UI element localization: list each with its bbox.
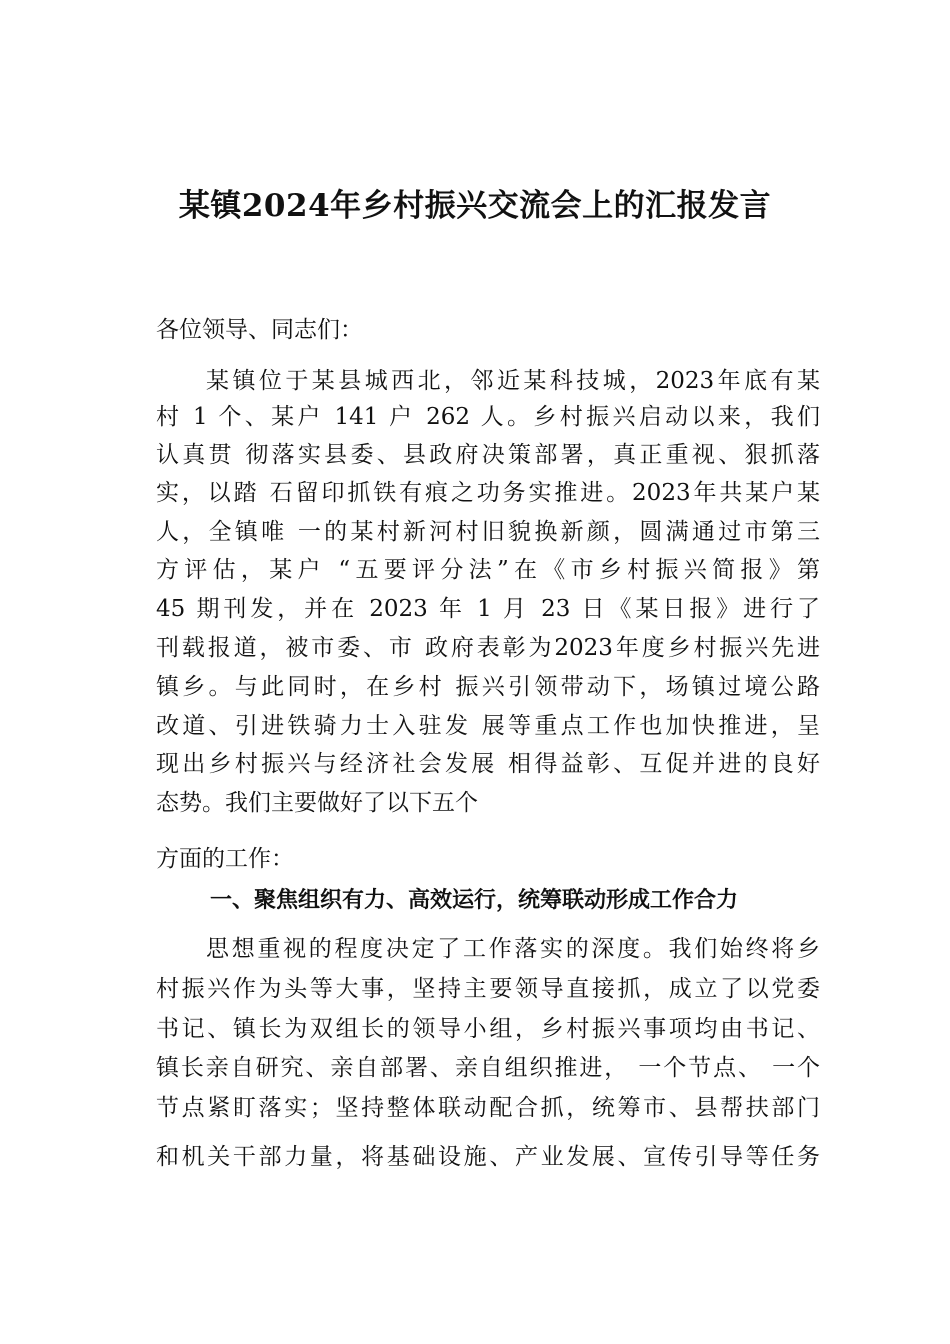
paragraph-line: 45 期刊发，并在 2023 年 1 月 23 日《某日报》进行了 (156, 596, 820, 622)
paragraph-line: 实，以踏 石留印抓铁有痕之功务实推进。2023年共某户某 (156, 480, 820, 506)
paragraph-line: 刊载报道，被市委、市 政府表彰为2023年度乡村振兴先进 (156, 635, 820, 661)
paragraph-line: 镇长亲自研究、亲自部署、亲自组织推进， 一个节点、 一个 (156, 1055, 820, 1081)
paragraph-line: 改道、引进铁骑力士入驻发 展等重点工作也加快推进，呈 (156, 713, 820, 739)
paragraph-line: 节点紧盯落实；坚持整体联动配合抓，统筹市、县帮扶部门 (156, 1095, 820, 1121)
paragraph-line: 和机关干部力量，将基础设施、产业发展、宣传引导等任务 (156, 1144, 820, 1170)
paragraph-line: 认真贯 彻落实县委、县政府决策部署，真正重视、狠抓落 (156, 442, 820, 468)
document-title: 某镇2024年乡村振兴交流会上的汇报发言 (178, 188, 772, 224)
salutation: 各位领导、同志们： (156, 317, 363, 343)
paragraph-line: 村振兴作为头等大事，坚持主要领导直接抓，成立了以党委 (156, 976, 820, 1002)
paragraph-line: 村 1 个、某户 141 户 262 人。乡村振兴启动以来，我们 (156, 404, 820, 430)
paragraph-line: 镇乡。与此同时，在乡村 振兴引领带动下，场镇过境公路 (156, 674, 820, 700)
paragraph-tail: 方面的工作： (156, 846, 294, 872)
section-heading: 一、聚焦组织有力、高效运行，统筹联动形成工作合力 (210, 888, 739, 913)
paragraph-line: 现出乡村振兴与经济社会发展 相得益彰、互促并进的良好 (156, 751, 820, 777)
paragraph-line: 方评估，某户 “五要评分法”在《市乡村振兴简报》第 (156, 557, 820, 583)
paragraph-line: 思想重视的程度决定了工作落实的深度。我们始终将乡 (206, 936, 820, 962)
paragraph-line: 某镇位于某县城西北，邻近某科技城，2023年底有某 (206, 368, 820, 394)
paragraph-line: 人，全镇唯 一的某村新河村旧貌换新颜，圆满通过市第三 (156, 519, 820, 545)
paragraph-line: 态势。我们主要做好了以下五个 (156, 790, 478, 816)
paragraph-line: 书记、镇长为双组长的领导小组，乡村振兴事项均由书记、 (156, 1016, 820, 1042)
